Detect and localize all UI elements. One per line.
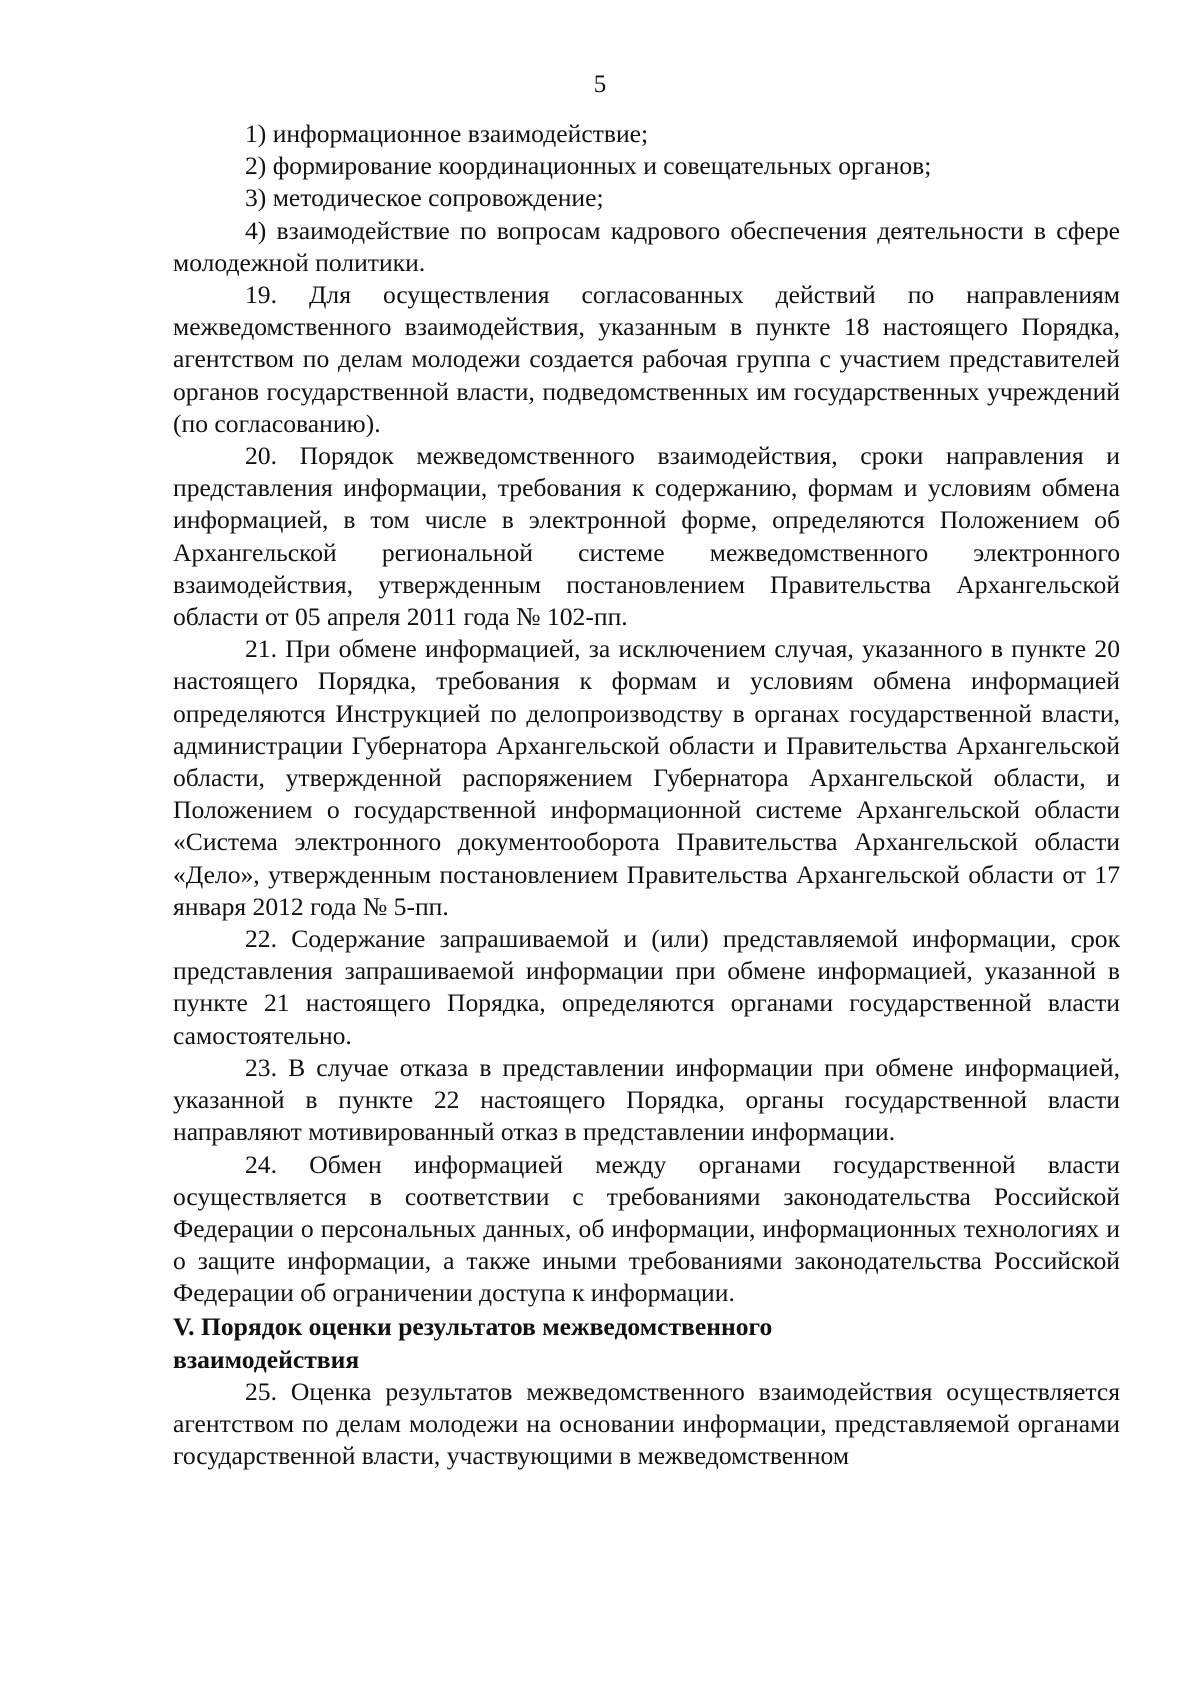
paragraph-20: 20. Порядок межведомственного взаимодействия, сроки направления и представления информации, требования к содержанию, формам и условиям обмена информацией, в том числе в электронной форме, определяются Положением об Архангельской региональной системе межведомственного электронного взаимодействия, утвержденным постановлением Правительства Архангельской области от 05 апреля 2011 года № 102-пп. <box>173 441 1120 632</box>
paragraph-22: 22. Содержание запрашиваемой и (или) представляемой информации, срок представления запрашиваемой информации при обмене информацией, указанной в пункте 21 настоящего Порядка, определяются органами государственной власти самостоятельно. <box>173 924 1120 1050</box>
paragraph-item-2: 2) формирование координационных и совещательных органов; <box>245 151 932 181</box>
section-heading-line-1: V. Порядок оценки результатов межведомственного <box>173 1311 773 1341</box>
section-heading-line-2: взаимодействия <box>173 1344 360 1374</box>
paragraph-19: 19. Для осуществления согласованных действий по направлениям межведомственного взаимодействия, указанным в пункте 18 настоящего Порядка, агентством по делам молодежи создается рабочая группа с участием представителей органов государственной власти, подведомственных им государственных учреждений (по согласованию). <box>173 280 1120 438</box>
paragraph-25: 25. Оценка результатов межведомственного взаимодействия осуществляется агентством по делам молодежи на основании информации, представляемой органами государственной власти, участвующими в межведомственном <box>173 1376 1120 1470</box>
section-heading <box>173 1310 1120 1376</box>
document-body <box>173 118 1120 1472</box>
page-number: 5 <box>593 71 607 98</box>
paragraph-item-4: 4) взаимодействие по вопросам кадрового обеспечения деятельности в сфере молодежной политики. <box>173 215 1120 277</box>
paragraph-item-3: 3) методическое сопровождение; <box>245 183 604 213</box>
paragraph-21: 21. При обмене информацией, за исключением случая, указанного в пункте 20 настоящего Порядка, требования к формам и условиям обмена информацией определяются Инструкцией по делопроизводству в органах государственной власти, администрации Губернатора Архангельской области и Правительства Архангельской области, утвержденной распоряжением Губернатора Архангельской области, и Положением о государственной информационной системе Архангельской области «Система электронного документооборота Правительства Архангельской области «Дело», утвержденным постановлением Правительства Архангельской области от 17 января 2012 года № 5-пп. <box>173 634 1120 921</box>
paragraph-24: 24. Обмен информацией между органами государственной власти осуществляется в соответствии с требованиями законодательства Российской Федерации о персональных данных, об информации, информационных технологиях и о защите информации, а также иными требованиями законодательства Российской Федерации об ограничении доступа к информации. <box>173 1149 1120 1308</box>
paragraph-23: 23. В случае отказа в представлении информации при обмене информацией, указанной в пункте 22 настоящего Порядка, органы государственной власти направляют мотивированный отказ в представлении информации. <box>173 1052 1120 1147</box>
paragraph-item-1: 1) информационное взаимодействие; <box>245 119 649 148</box>
